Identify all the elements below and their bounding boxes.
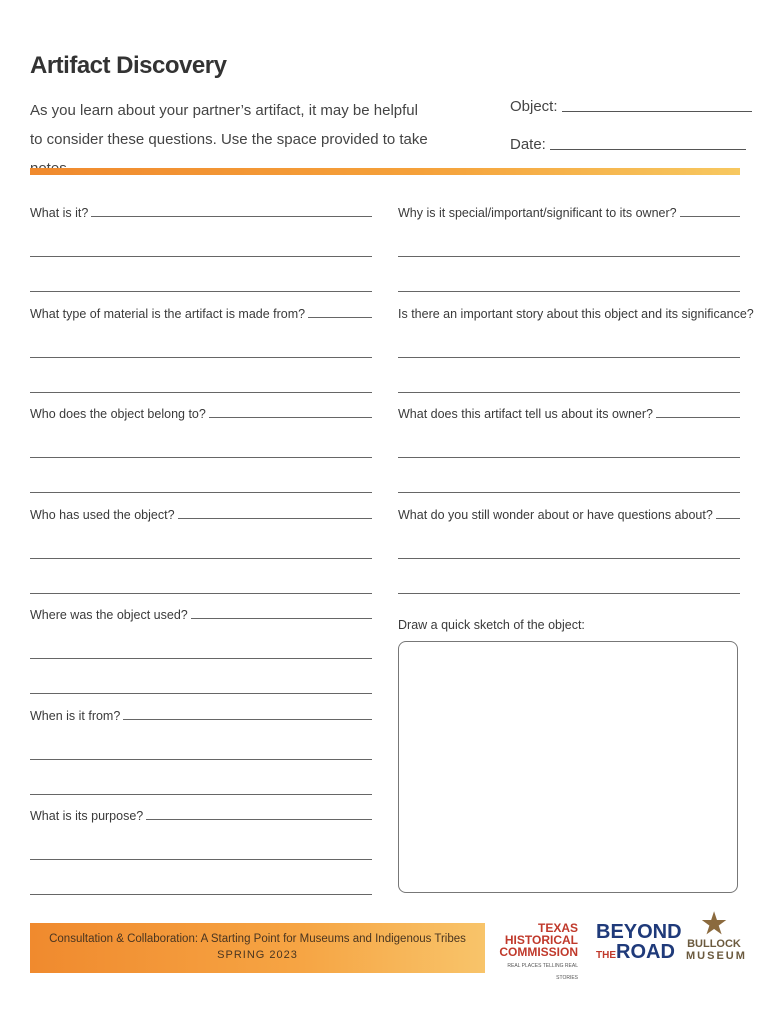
question-label: What is it?	[30, 206, 89, 220]
answer-line[interactable]	[30, 558, 372, 559]
right-question-4[interactable]	[398, 508, 740, 522]
right-question-3[interactable]	[398, 407, 740, 421]
right-question-2[interactable]	[398, 306, 754, 321]
answer-line[interactable]	[716, 518, 740, 519]
question-label: Who has used the object?	[30, 507, 175, 522]
answer-line[interactable]	[30, 859, 372, 860]
question-label: What do you still wonder about or have questions about?	[398, 507, 713, 522]
question-label: What type of material is the artifact is made from?	[30, 306, 306, 321]
btr-the: THE	[596, 950, 616, 961]
divider-bar	[30, 168, 740, 175]
question-label: What is its purpose?	[30, 809, 144, 823]
thc-line3: COMMISSION	[499, 945, 578, 959]
btr-line1: BEYOND	[596, 921, 682, 943]
answer-line[interactable]	[30, 658, 372, 659]
left-question-2[interactable]	[30, 307, 372, 321]
right-question-1[interactable]	[398, 206, 740, 220]
answer-line[interactable]	[656, 417, 740, 418]
answer-line[interactable]	[398, 593, 740, 594]
answer-line[interactable]	[123, 719, 372, 720]
star-icon: ★	[701, 908, 727, 939]
answer-line[interactable]	[91, 216, 372, 217]
answer-line[interactable]	[308, 317, 372, 318]
sketch-box[interactable]	[398, 641, 738, 893]
footer-banner	[30, 923, 485, 973]
left-question-5[interactable]	[30, 608, 372, 622]
date-line[interactable]	[550, 149, 746, 150]
question-label: Where was the object used?	[30, 608, 188, 622]
answer-line[interactable]	[146, 819, 372, 820]
answer-line[interactable]	[30, 492, 372, 493]
left-question-3[interactable]	[30, 407, 372, 421]
answer-line[interactable]	[30, 256, 372, 257]
date-field[interactable]	[510, 136, 746, 153]
bm-line2: MUSEUM	[686, 950, 747, 962]
thc-tagline: REAL PLACES TELLING REAL STORIES	[507, 963, 578, 981]
answer-line[interactable]	[398, 357, 740, 358]
answer-line[interactable]	[30, 357, 372, 358]
date-label: Date:	[510, 136, 546, 153]
left-question-1[interactable]	[30, 206, 372, 220]
answer-line[interactable]	[398, 291, 740, 292]
object-label: Object:	[510, 98, 558, 115]
object-line[interactable]	[562, 111, 752, 112]
object-field[interactable]	[510, 98, 752, 115]
answer-line[interactable]	[398, 558, 740, 559]
left-question-4[interactable]	[30, 508, 372, 522]
texas-historical-commission-logo	[498, 922, 578, 984]
answer-line[interactable]	[398, 392, 740, 393]
left-question-7[interactable]	[30, 809, 372, 823]
question-label: When is it from?	[30, 708, 121, 723]
page-title: Artifact Discovery	[30, 52, 227, 79]
thc-line1: TEXAS	[537, 921, 578, 935]
answer-line[interactable]	[30, 593, 372, 594]
question-label: Is there an important story about this object and its significance?	[398, 306, 754, 321]
answer-line[interactable]	[398, 457, 740, 458]
beyond-the-road-logo	[596, 922, 682, 966]
footer-line1: Consultation & Collaboration: A Starting Point for Museums and Indigenous Tribes	[49, 933, 466, 945]
answer-line[interactable]	[178, 518, 372, 519]
answer-line[interactable]	[191, 618, 372, 619]
btr-line2: ROAD	[616, 941, 675, 963]
footer-line2: SPRING 2023	[217, 949, 298, 961]
answer-line[interactable]	[30, 693, 372, 694]
question-label: What does this artifact tell us about its owner?	[398, 407, 653, 421]
answer-line[interactable]	[30, 457, 372, 458]
bullock-museum-logo	[686, 908, 747, 962]
answer-line[interactable]	[30, 291, 372, 292]
answer-line[interactable]	[680, 216, 740, 217]
answer-line[interactable]	[30, 794, 372, 795]
question-label: Why is it special/important/significant to its owner?	[398, 206, 677, 220]
question-label: Who does the object belong to?	[30, 407, 206, 421]
intro-text: As you learn about your partner’s artifact, it may be helpful to consider these questions. Use the space provided to take	[30, 102, 428, 148]
answer-line[interactable]	[209, 417, 372, 418]
sketch-label: Draw a quick sketch of the object:	[398, 618, 585, 632]
answer-line[interactable]	[30, 894, 372, 895]
bm-line1: BULLOCK	[687, 938, 741, 950]
thc-line2: HISTORICAL	[504, 933, 578, 947]
answer-line[interactable]	[398, 256, 740, 257]
answer-line[interactable]	[30, 392, 372, 393]
answer-line[interactable]	[398, 492, 740, 493]
left-question-6[interactable]	[30, 709, 372, 723]
answer-line[interactable]	[30, 759, 372, 760]
